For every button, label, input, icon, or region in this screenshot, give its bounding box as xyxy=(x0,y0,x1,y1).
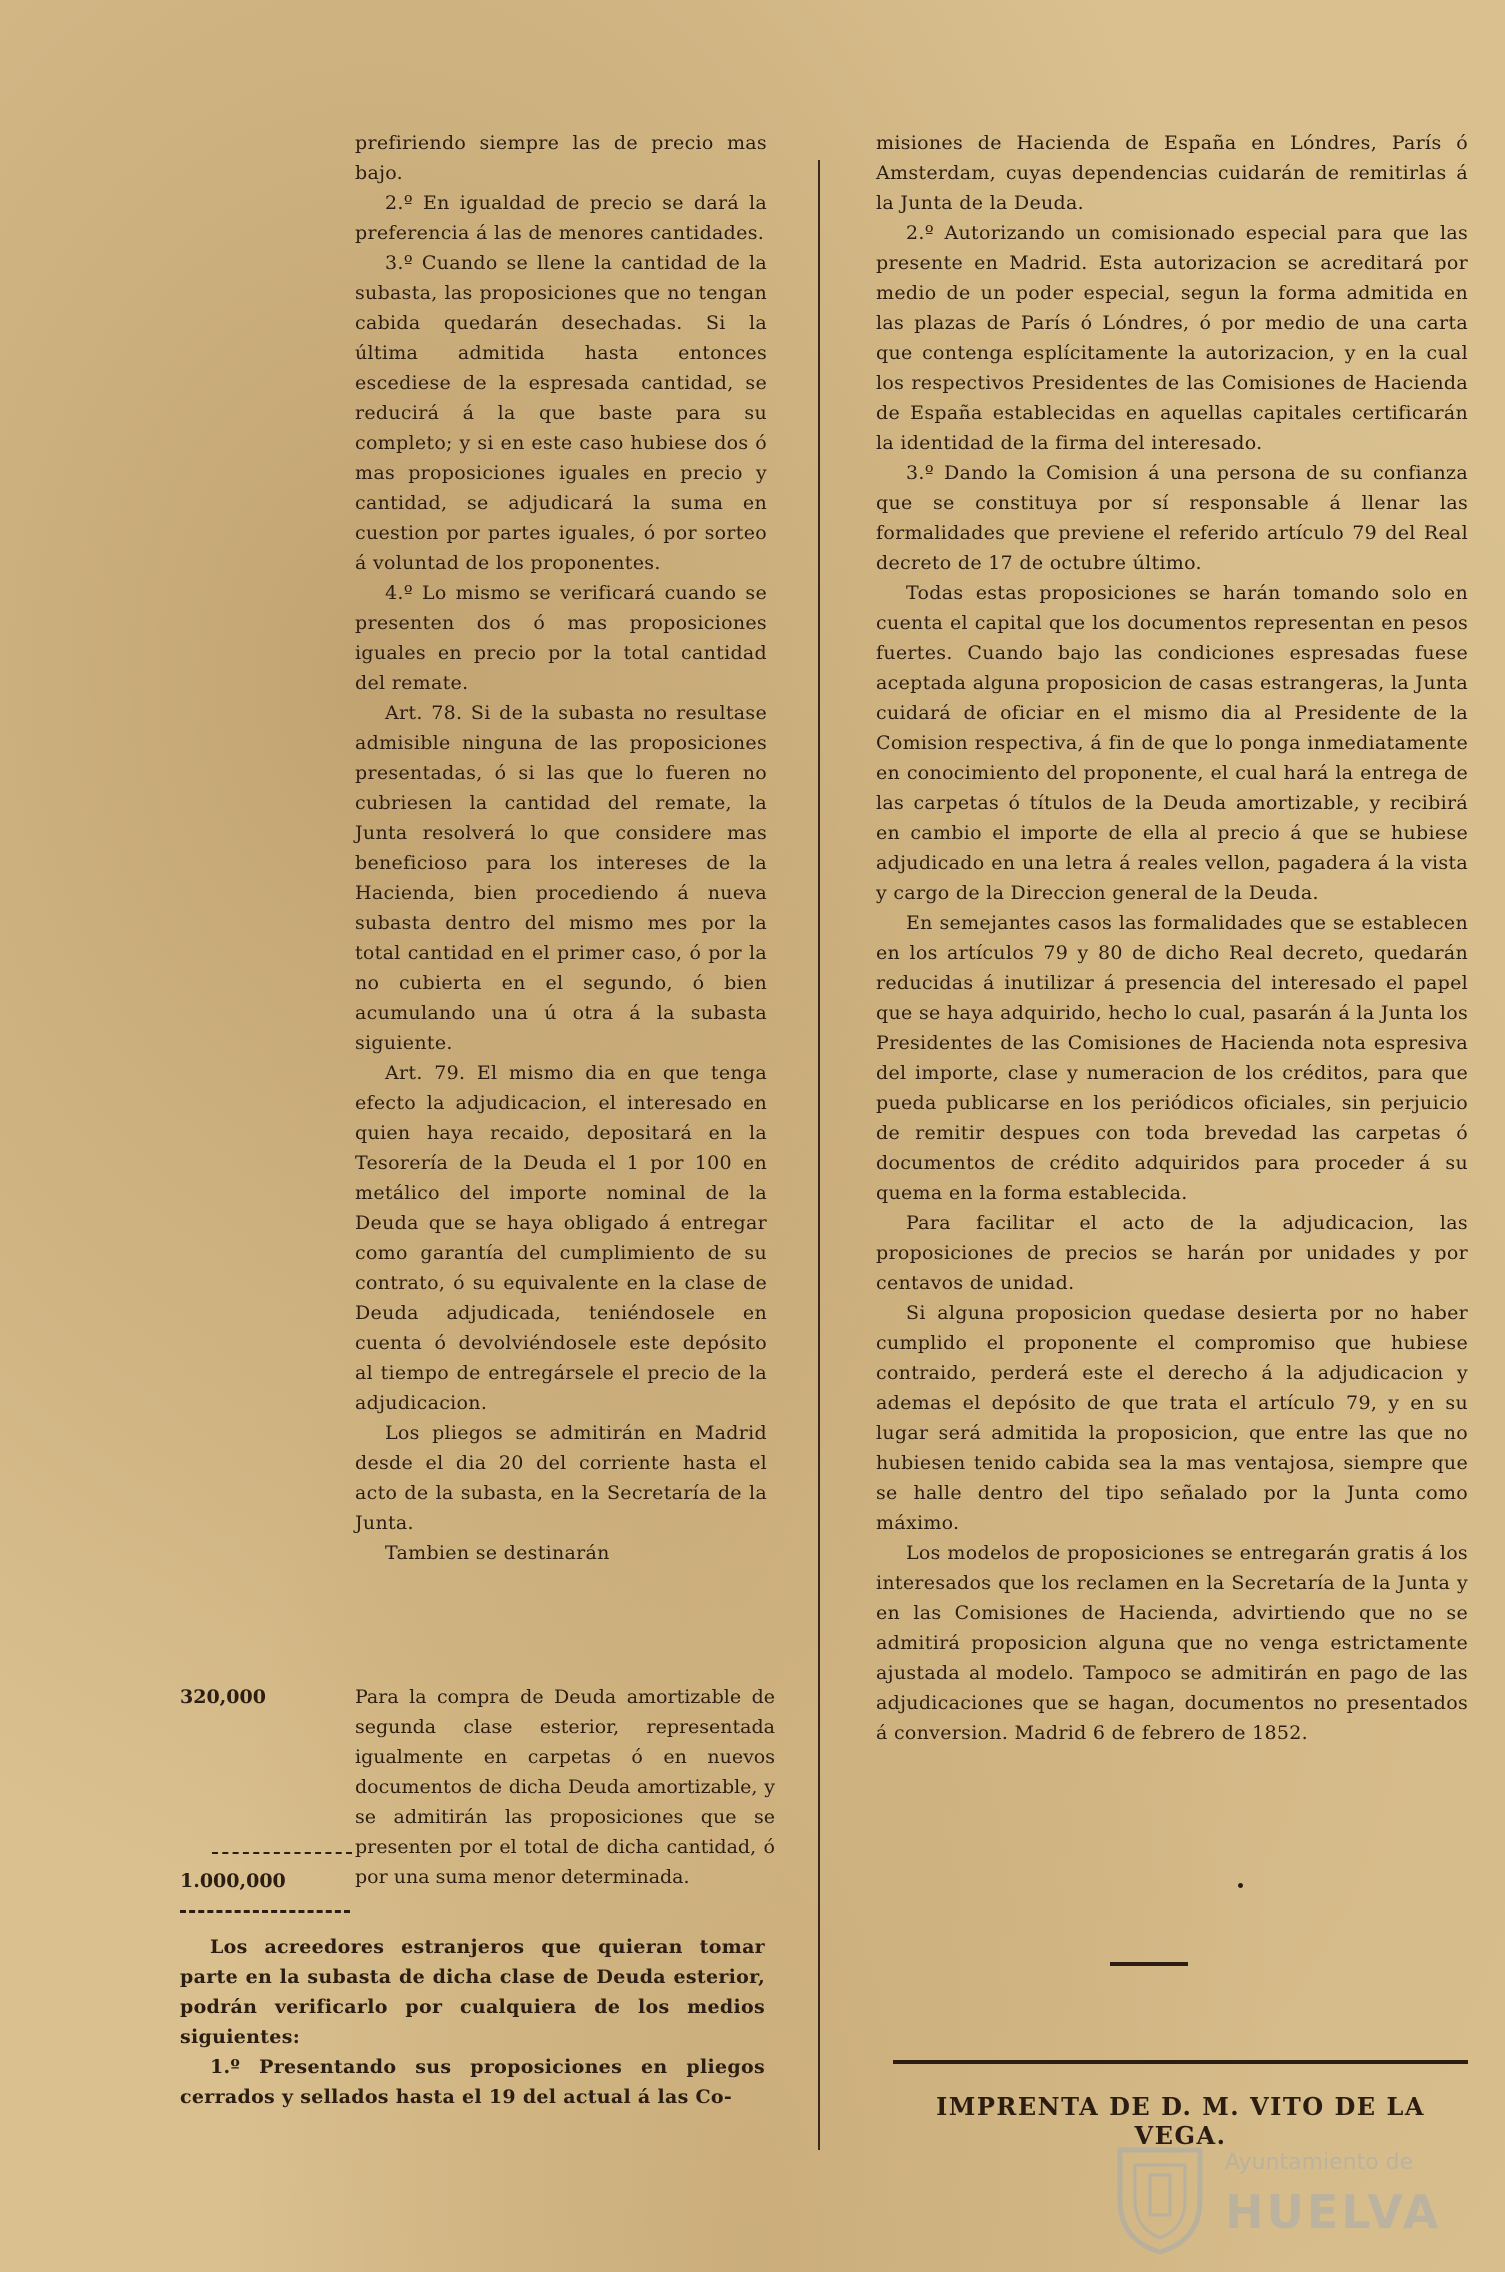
left-paragraph-1: prefiriendo siempre las de precio mas bajo. xyxy=(355,132,767,184)
right-paragraph-5: En semejantes casos las formalidades que se establecen en los artículos 79 y 80 de dicho Real decreto, quedarán reducidas á inutilizar á presencia del interesado el papel que se haya adquirido, hecho lo cual, pasarán á la Junta los Presidentes de las Comisiones de Hacienda nota espresiva del importe, clase y numeracion de los créditos, para que pueda publicarse en los periódicos oficiales, sin perjuicio de remitir despues con toda brevedad las carpetas ó documentos de crédito adquiridos para proceder á su quema en la forma establecida. xyxy=(876,912,1468,1204)
left-column xyxy=(355,128,767,1568)
right-paragraph-1: misiones de Hacienda de España en Lóndres, París ó Amsterdam, cuyas dependencias cuidarán de remitirlas á la Junta de la Deuda. xyxy=(876,132,1468,214)
imprenta-footer: IMPRENTA DE D. M. VITO DE LA VEGA. xyxy=(936,2092,1425,2150)
left-paragraph-4: 4.º Lo mismo se verificará cuando se presenten dos ó mas proposiciones iguales en precio por la total cantidad del remate. xyxy=(355,582,767,694)
watermark xyxy=(1100,2140,1480,2260)
article-78: Art. 78. Si de la subasta no resultase admisible ninguna de las proposiciones presentadas, ó si las que lo fueren no cubriesen la cantidad del remate, la Junta resolverá lo que considere mas beneficioso para los intereses de la Hacienda, bien procediendo á nueva subasta dentro del mismo mes por la total cantidad en el primer caso, ó por la no cubierta en el segundo, ó bien acumulando una ú otra á la subasta siguiente. xyxy=(355,702,767,1054)
left-paragraph-7: Los pliegos se admitirán en Madrid desde el dia 20 del corriente hasta el acto de la subasta, en la Secretaría de la Junta. xyxy=(355,1422,767,1534)
left-paragraph-3: 3.º Cuando se llene la cantidad de la subasta, las proposiciones que no tengan cabida quedarán desechadas. Si la última admitida hasta entonces escediese de la espresada cantidad, se reducirá á la que baste para su completo; y si en este caso hubiese dos ó mas proposiciones iguales en precio y cantidad, se adjudicará la suma en cuestion por partes iguales, ó por sorteo á voluntad de los proponentes. xyxy=(355,252,767,574)
watermark-line-2: HUELVA xyxy=(1225,2185,1442,2239)
column-divider xyxy=(818,160,820,2150)
medio-1-paragraph: 1.º Presentando sus proposiciones en pliegos cerrados y sellados hasta el 19 del actual á las Co- xyxy=(180,2056,765,2108)
ornament-dot xyxy=(1238,1883,1243,1888)
amount-320000: 320,000 xyxy=(180,1686,266,1708)
article-79: Art. 79. El mismo dia en que tenga efecto la adjudicacion, el interesado en quien haya recaido, depositará en la Tesorería de la Deuda el 1 por 100 en metálico del importe nominal de la Deuda que se haya obligado á entregar como garantía del cumplimiento de su contrato, ó su equivalente en la clase de Deuda adjudicada, teniéndosele en cuenta ó devolviéndosele este depósito al tiempo de entregársele el precio de la adjudicacion. xyxy=(355,1062,767,1414)
left-paragraph-2: 2.º En igualdad de precio se dará la preferencia á las de menores cantidades. xyxy=(355,192,767,244)
amount-1000000: 1.000,000 xyxy=(180,1870,286,1892)
money-description: Para la compra de Deuda amortizable de segunda clase esterior, representada igualmente en carpetas ó en nuevos documentos de dicha Deuda amortizable, y se admitirán las proposiciones que se presenten por el total de dicha cantidad, ó por una suma menor determinada. xyxy=(355,1686,775,1888)
right-paragraph-2: 2.º Autorizando un comisionado especial para que las presente en Madrid. Esta autorizacion se acreditará por medio de un poder especial, segun la forma admitida en las plazas de París ó Lóndres, ó por medio de una carta que contenga esplícitamente la autorizacion, y en la cual los respectivos Presidentes de las Comisiones de Hacienda de España establecidas en aquellas capitales certificarán la identidad de la firma del interesado. xyxy=(876,222,1468,454)
long-rule xyxy=(893,2060,1468,2064)
left-bottom-block xyxy=(180,1932,765,2112)
double-rule xyxy=(180,1910,350,1913)
right-column xyxy=(876,128,1468,1748)
right-paragraph-4: Todas estas proposiciones se harán tomando solo en cuenta el capital que los documentos representan en pesos fuertes. Cuando bajo las condiciones espresadas fuese aceptada alguna proposicion de casas estrangeras, la Junta cuidará de oficiar en el mismo dia al Presidente de la Comision respectiva, á fin de que lo ponga inmediatamente en conocimiento del proponente, el cual hará la entrega de las carpetas ó títulos de la Deuda amortizable, y recibirá en cambio el importe de ella al precio á que se hubiese adjudicado en una letra á reales vellon, pagadera á la vista y cargo de la Direccion general de la Deuda. xyxy=(876,582,1468,904)
right-paragraph-7: Si alguna proposicion quedase desierta por no haber cumplido el proponente el compromiso que hubiese contraido, perderá este el derecho á la adjudicacion y ademas el depósito de que trata el artículo 79, y en su lugar será admitida la proposicion, que entre las que no hubiesen tenido cabida sea la mas ventajosa, siempre que se halle dentro del tipo señalado por la Junta como máximo. xyxy=(876,1302,1468,1534)
right-paragraph-8: Los modelos de proposiciones se entregarán gratis á los interesados que los reclamen en la Secretaría de la Junta y en las Comisiones de Hacienda, advirtiendo que no se admitirá proposicion alguna que no venga estrictamente ajustada al modelo. Tampoco se admitirán en pago de las adjudicaciones que se hagan, documentos no presentados á conversion. Madrid 6 de febrero de 1852. xyxy=(876,1542,1468,1744)
acreedores-paragraph: Los acreedores estranjeros que quieran tomar parte en la subasta de dicha clase de Deuda esterior, podrán verificarlo por cualquiera de los medios siguientes: xyxy=(180,1936,765,2048)
right-paragraph-3: 3.º Dando la Comision á una persona de su confianza que se constituya por sí responsable á llenar las formalidades que previene el referido artículo 79 del Real decreto de 17 de octubre último. xyxy=(876,462,1468,574)
left-paragraph-8: Tambien se destinarán xyxy=(385,1542,610,1564)
coat-of-arms-icon xyxy=(1110,2140,1210,2255)
short-rule xyxy=(1110,1962,1188,1966)
right-paragraph-6: Para facilitar el acto de la adjudicacion, las proposiciones de precios se harán por unidades y por centavos de unidad. xyxy=(876,1212,1468,1294)
watermark-line-1: Ayuntamiento de xyxy=(1225,2150,1414,2175)
dashed-rule xyxy=(212,1852,352,1854)
